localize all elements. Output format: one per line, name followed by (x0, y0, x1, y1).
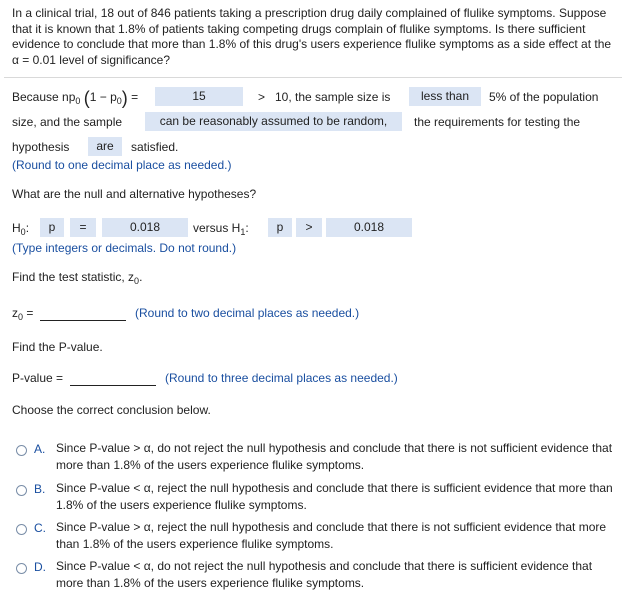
option-d-letter: D. (34, 560, 46, 574)
radio-d[interactable] (16, 563, 27, 574)
round-note-1: (Round to one decimal place as needed.) (12, 158, 232, 172)
option-a-letter: A. (34, 442, 46, 456)
sample-size-text: 10, the sample size is (275, 90, 391, 104)
pvalue-note: (Round to three decimal places as needed.) (165, 371, 398, 385)
radio-c[interactable] (16, 524, 27, 535)
radio-b[interactable] (16, 485, 27, 496)
h0-parameter-box[interactable]: p (40, 218, 64, 237)
population-text: 5% of the population (489, 90, 599, 104)
z0-label: $z_0$ = (12, 306, 34, 322)
option-b-text: Since P-value < α, reject the null hypothesis and conclude that there is sufficient evidence that more than 1.8% of the users experience flulike symptoms. (56, 481, 613, 512)
z0-input[interactable] (40, 306, 126, 321)
random-answer-box[interactable]: can be reasonably assumed to be random, (145, 112, 402, 131)
line2-prefix: size, and the sample (12, 115, 123, 129)
p0-subscript: 0 (75, 96, 81, 106)
option-c-letter: C. (34, 521, 46, 535)
line2-suffix: the requirements for testing the (414, 115, 581, 129)
pvalue-input[interactable] (70, 371, 156, 386)
are-answer-box[interactable]: are (88, 137, 122, 156)
question-text: In a clinical trial, 18 out of 846 patients taking a prescription drug daily complained of flulike symptoms. Suppose that it is known that 1.8% of patients taking competing drugs complain of flulike symptoms. Is there sufficient evidence to conclude that more than 1.8% of this drug's users experience flulike symptoms as a side effect at the α = 0.01 level of significance? (12, 6, 612, 67)
h0-label: $H_0$: (12, 221, 30, 237)
because-text: Because np (12, 90, 76, 104)
gt-sign: > (258, 90, 266, 104)
hypotheses-note: (Type integers or decimals. Do not round.) (12, 241, 237, 255)
pvalue-prompt: Find the P-value. (12, 340, 103, 354)
option-c-text: Since P-value > α, reject the null hypothesis and conclude that there is not sufficient evidence that more than 1.8% of the users experience flulike symptoms. (56, 520, 607, 551)
pvalue-label: P-value = (12, 371, 64, 385)
divider (4, 77, 622, 78)
conclusion-prompt: Choose the correct conclusion below. (12, 403, 211, 417)
h0-value-box[interactable]: 0.018 (102, 218, 188, 237)
test-stat-prompt: Find the test statistic, $z_0$. (12, 270, 143, 286)
test-stat-note: (Round to two decimal places as needed.) (135, 306, 360, 320)
option-b-letter: B. (34, 482, 46, 496)
radio-a[interactable] (16, 445, 27, 456)
hypotheses-prompt: What are the null and alternative hypotheses? (12, 187, 257, 201)
line3-suffix: satisfied. (131, 140, 179, 154)
option-a-text: Since P-value > α, do not reject the null hypothesis and conclude that there is not sufficient evidence that more than 1.8% of the users experience flulike symptoms. (56, 441, 613, 472)
equals-sign: = (131, 90, 139, 104)
option-d-text: Since P-value < α, do not reject the null hypothesis and conclude that there is sufficient evidence that more than 1.8% of the users experience flulike symptoms. (56, 559, 593, 590)
versus-h1-label: versus $H_1$: (193, 221, 249, 237)
h1-parameter-box[interactable]: p (268, 218, 292, 237)
h1-value-box[interactable]: 0.018 (326, 218, 412, 237)
condition-formula: Because $np_0$ $(1 - p_0)$ = (12, 88, 139, 108)
npq-answer-box[interactable]: 15 (155, 87, 243, 106)
size-comparison-answer[interactable]: less than (409, 87, 481, 106)
h0-operator-box[interactable]: = (70, 218, 96, 237)
line3-prefix: hypothesis (12, 140, 70, 154)
one-minus-p: 1 − p (89, 90, 117, 104)
h1-operator-box[interactable]: > (296, 218, 322, 237)
